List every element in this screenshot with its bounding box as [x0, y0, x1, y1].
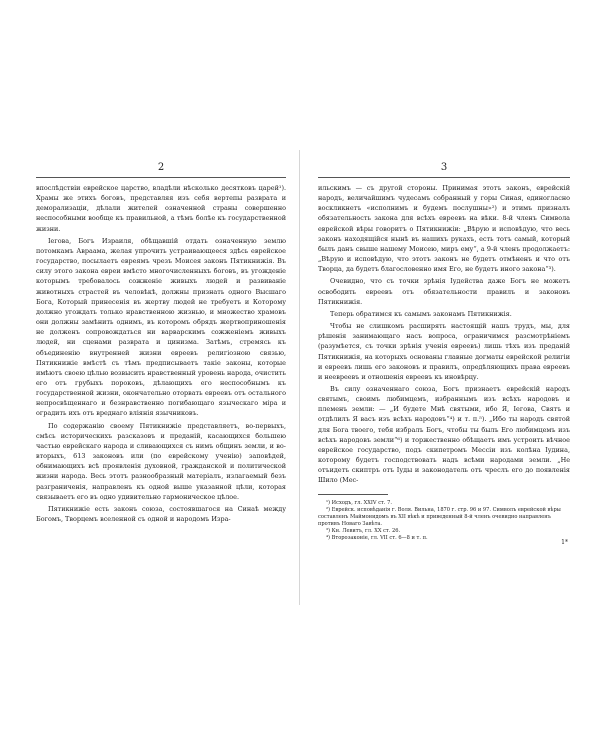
footnote-rule [318, 494, 388, 495]
page-text [36, 183, 286, 524]
left-page [36, 162, 286, 524]
paragraph: Теперь обратимся къ самымъ законамъ Пятикнижія. [330, 309, 512, 318]
page-gutter [299, 150, 300, 605]
footnote: ²) Еврейск. исповѣданія г. Воля. Вильна, 1870 г. стр. 96 и 97. Символъ еврейской вѣры составленъ Маймонидомъ въ XII вѣкѣ и приведенный 8-й членъ очевидно направленъ противъ Новаго Завѣта. [318, 506, 561, 527]
paragraph: Въ силу означеннаго союза, Богъ признаетъ еврейскій народъ святымъ, своимъ любимцемъ, избраннымъ изъ всѣхъ народовъ и племенъ земли: — „И будете Мнѣ святыми, ибо Я, Іегова, Святъ и отдѣлилъ Я васъ изъ всѣхъ народовъ“⁴) и т. п.⁵). „Ибо ты народъ святой для Бога твоего, тебя избралъ Богъ, чтобы ты былъ Его любимцемъ изъ всѣхъ народовъ земли“⁶) и торжественно обѣщаетъ имъ устроить вѣчное еврейское государство, подъ скипетромъ Мессіи изъ колѣна Іудина, которому будетъ господствовать надъ всѣми народами земли. „Не отъидетъ скиптръ отъ Іуды и законодатель отъ чреслъ его до появленія Шило (Мес- [318, 384, 570, 485]
paragraph: ильскимъ — съ другой стороны. Принимая этотъ законъ, еврейскій народъ, величайшимъ чудесамъ собранный у горы Синая, единогласно воскликнетъ «исполнимъ и будемъ послушны»²) и этимъ призналъ обязательность закона для всѣхъ евреевъ на вѣки. 8-й членъ Символа еврейской вѣры говоритъ о Пятикнижіи: „Вѣрую и исповѣдую, что весь законъ находящійся нынѣ въ нашихъ рукахъ, есть тотъ самый, который былъ данъ свыше нашему Моисею, миръ ему“, а 9-й членъ продолжаетъ: „Вѣрую и исповѣдую, что этотъ законъ не будетъ отмѣненъ и что отъ Творца, да будетъ благословенно имя Его, не будетъ иного закона“³). [318, 184, 570, 274]
paragraph: Очевидно, что съ точки зрѣнія Іудейства даже Богъ не можетъ освободить евреевъ отъ обязательности правилъ и законовъ Пятикнижія. [318, 277, 570, 306]
footnotes [318, 500, 570, 544]
paragraph: По содержанію своему Пятикнижіе представляетъ, во-первыхъ, смѣсь историческихъ разсказовъ и преданій, касающихся большею частью еврейскаго народа и сливающихся съ нимъ общинъ земли, и во-вторыхъ, 613 законовъ или (по еврейскому ученію) заповѣдей, обнимающихъ всѣ проявленія духовной, гражданской и политической жизни народа. Весь этотъ разнообразный матеріалъ, излагаемый безъ разграниченія, направленъ къ одной выше указанной цѣли, которая связываетъ его въ одно удивительно гармоническое цѣлое. [36, 421, 286, 501]
page-number: 3 [440, 162, 448, 173]
header-rule [36, 177, 286, 178]
page-number: 2 [157, 162, 165, 173]
paragraph: Чтобы не слишкомъ расширять настоящій нашъ трудъ, мы, для рѣшенія занимающаго насъ вопроса, ограничимся разсмотрѣніемъ (разумѣется, съ точки зрѣнія ученія евреевъ) лишь тѣхъ изъ преданій Пятикнижія, на которыхъ основаны главные догматы еврейской религіи и евреевъ лишь его законовъ и правилъ, опредѣляющихъ права евреевъ и неевреевъ и отношенія евреевъ къ иновѣрцу. [318, 322, 570, 381]
footnote: ³) Кн. Левитъ, гл. XX ст. 26. [326, 527, 401, 534]
footnote: ¹) Исходъ, гл. XXIV ст. 7. [326, 499, 392, 506]
header-rule [318, 177, 570, 178]
signature-mark: 1* [561, 538, 568, 546]
paragraph: Пятикнижіе есть законъ союза, состоявшагося на Синаѣ между Богомъ, Творцемъ вселенной съ одной и народомъ Изра- [36, 504, 286, 523]
page-text [318, 183, 570, 486]
paragraph: впослѣдствіи еврейское царство, владѣли нѣсколько десятковъ царей¹). Храмы же этихъ боговъ, представляя изъ себя вертепы разврата и деморализаціи, дѣлали жителей означенной страны совершенно неспособными вообще къ правильной, а тѣмъ болѣе къ государственной жизни. [36, 184, 286, 233]
right-page [318, 162, 570, 544]
paragraph: Іегова, Богъ Израиля, обѣщавшій отдать означенную землю потомкамъ Авраама, желая упрочить устраивающееся здѣсь еврейское государство, посылаетъ евреямъ чрезъ Моисея законъ Пятикнижія. Въ силу этого закона евреи вмѣсто многочисленныхъ боговъ, въ угожденіе которымъ требовалось сожженіе живыхъ людей и развиваніе животныхъ страстей въ человѣкѣ, должны признать одного Высшаго Бога, Который принесенія въ жертву людей не требуетъ и Которому должно угождать только нравственною жизнью, и множество храмовъ они должны замѣнить однимъ, въ которомъ обрядъ жертвоприношенія не долженъ сопровождаться ни варварскимъ сожженіемъ живыхъ людей, ни сценами разврата и цинизма. Затѣмъ, стремясь къ объединенію внутренней жизни евреевъ религіозною связью, Пятикнижіе вмѣстѣ съ тѣмъ предписываетъ такіе законы, которые имѣютъ своею цѣлью возвысить нравственный уровень народа, очистить его отъ грубыхъ пороковъ, дѣлающихъ его неспособнымъ къ государственной жизни, окончательно оторвать евреевъ отъ остального непросвѣщеннаго и безнравственно погибающаго языческаго міра и оградить ихъ отъ вреднаго вліянія язычниковъ. [36, 236, 286, 418]
footnote: ⁴) Второзаконіе, гл. VII ст. 6—8 и т. п. [326, 534, 428, 541]
